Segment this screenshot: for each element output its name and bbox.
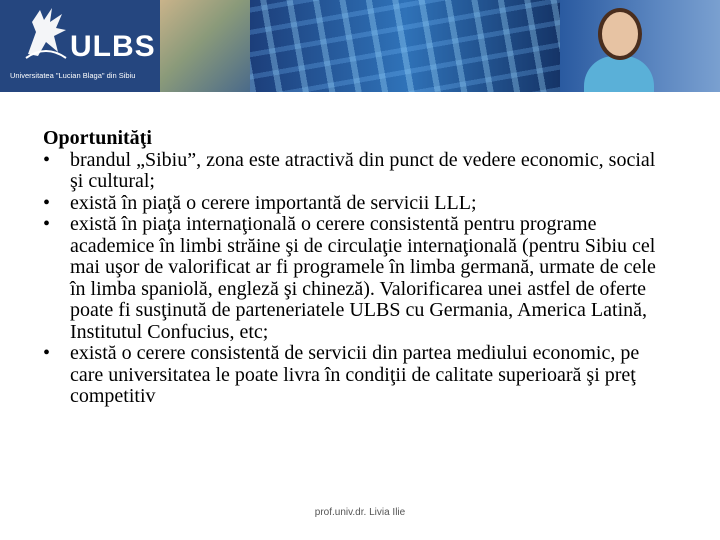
person-body	[584, 56, 654, 92]
person-photo	[560, 0, 720, 92]
bullet-marker: •	[43, 148, 51, 171]
keyboard-photo	[250, 0, 560, 92]
pegasus-icon	[22, 4, 70, 62]
bullet-marker: •	[43, 191, 51, 214]
list-item	[43, 343, 673, 408]
logo-subtitle: Universitatea "Lucian Blaga" din Sibiu	[10, 71, 136, 80]
list-item	[43, 214, 673, 343]
list-item	[43, 150, 673, 193]
list-item	[43, 193, 673, 215]
header-banner	[0, 0, 720, 92]
bullet-text: există o cerere consistentă de servicii din partea mediului economic, pe care universitatea le poate livra în condiţii de calitate superioară şi preţ competitiv	[70, 342, 640, 407]
bullet-text: există în piaţa internaţională o cerere consistentă pentru programe academice în limbi străine şi de circulaţie internaţională (pentru Sibiu cel mai uşor de valorificat ar fi programele în limba germană, urmate de cele în limba spaniolă, engleză şi chineză). Valorificarea unei astfel de oferte poate fi susţinută de parteneriatele ULBS cu Germania, America Latină, Institutul Confucius, etc;	[70, 213, 656, 343]
person-head	[598, 8, 642, 60]
bullet-marker: •	[43, 213, 51, 235]
slide-content	[43, 128, 673, 408]
bullet-marker: •	[43, 342, 51, 364]
logo-text: ULBS	[70, 30, 156, 63]
bullet-list	[43, 150, 673, 408]
university-logo	[0, 0, 160, 92]
footer-author: prof.univ.dr. Livia Ilie	[314, 507, 406, 518]
bullet-text: există în piaţă o cerere importantă de servicii LLL;	[70, 191, 477, 214]
slide-heading: Oportunităţi	[43, 127, 152, 149]
students-photo	[160, 0, 250, 92]
bullet-text: brandul „Sibiu”, zona este atractivă din punct de vedere economic, social şi cultural;	[70, 148, 656, 192]
